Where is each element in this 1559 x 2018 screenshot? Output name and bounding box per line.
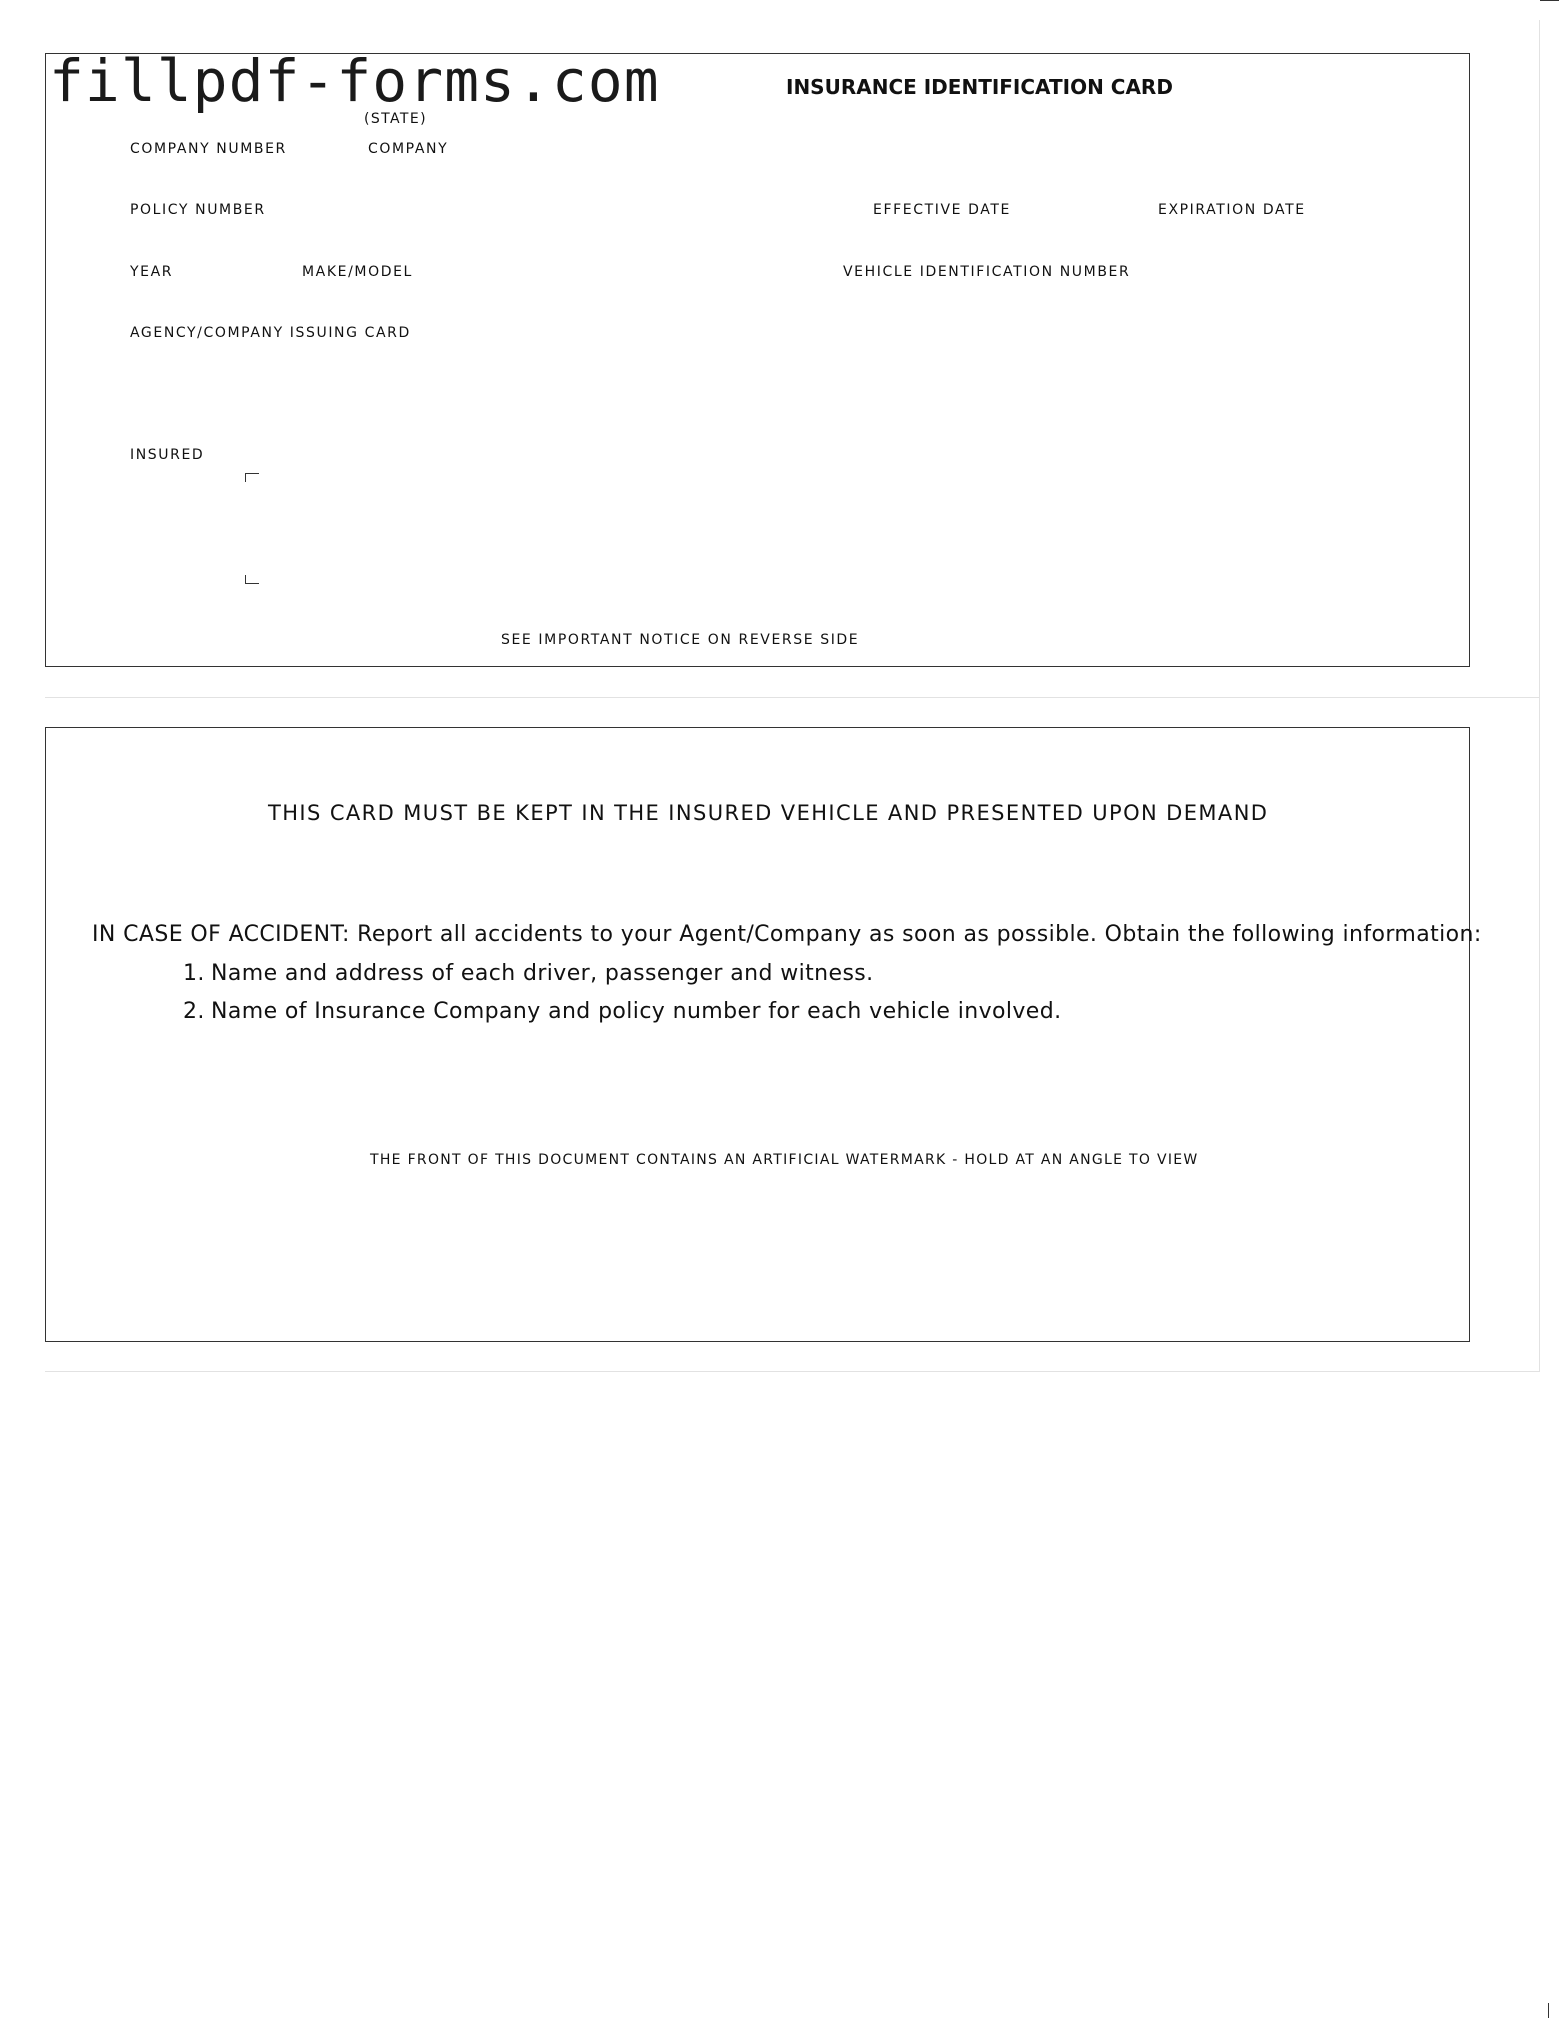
agency-label: AGENCY/COMPANY ISSUING CARD xyxy=(130,325,411,341)
company-label: COMPANY xyxy=(368,141,449,157)
page-corner-mark-bottom xyxy=(1548,2003,1549,2018)
vin-label: VEHICLE IDENTIFICATION NUMBER xyxy=(843,264,1131,280)
page-corner-mark xyxy=(1540,0,1559,11)
list-item: Name of Insurance Company and policy number for each vehicle involved. xyxy=(211,999,1062,1024)
watermark-logo: fillpdf-forms.com xyxy=(49,47,660,115)
page-guide-vertical xyxy=(1539,20,1540,1371)
year-label: YEAR xyxy=(130,264,174,280)
list-item-number: 1. xyxy=(183,961,205,986)
address-window-corner-bottom xyxy=(245,575,259,584)
list-item: Name and address of each driver, passenger and witness. xyxy=(211,961,874,986)
expiration-date-label: EXPIRATION DATE xyxy=(1158,202,1306,218)
make-model-label: MAKE/MODEL xyxy=(302,264,413,280)
page-guide-divider xyxy=(45,697,1540,698)
reverse-side-notice: SEE IMPORTANT NOTICE ON REVERSE SIDE xyxy=(501,632,860,648)
state-label: (STATE) xyxy=(364,111,427,127)
policy-number-label: POLICY NUMBER xyxy=(130,202,266,218)
company-number-label: COMPANY NUMBER xyxy=(130,141,287,157)
keep-in-vehicle-notice: THIS CARD MUST BE KEPT IN THE INSURED VEHICLE AND PRESENTED UPON DEMAND xyxy=(268,801,1269,825)
insured-label: INSURED xyxy=(130,447,205,463)
address-window-corner-top xyxy=(245,473,259,482)
accident-instructions: IN CASE OF ACCIDENT: Report all accidents to your Agent/Company as soon as possible. Obtain the following information: xyxy=(92,922,1482,947)
watermark-note: THE FRONT OF THIS DOCUMENT CONTAINS AN ARTIFICIAL WATERMARK - HOLD AT AN ANGLE TO VIEW xyxy=(370,1152,1199,1168)
page-guide-bottom xyxy=(45,1371,1540,1372)
list-item-number: 2. xyxy=(183,999,205,1024)
card-title: INSURANCE IDENTIFICATION CARD xyxy=(786,75,1173,99)
effective-date-label: EFFECTIVE DATE xyxy=(873,202,1011,218)
